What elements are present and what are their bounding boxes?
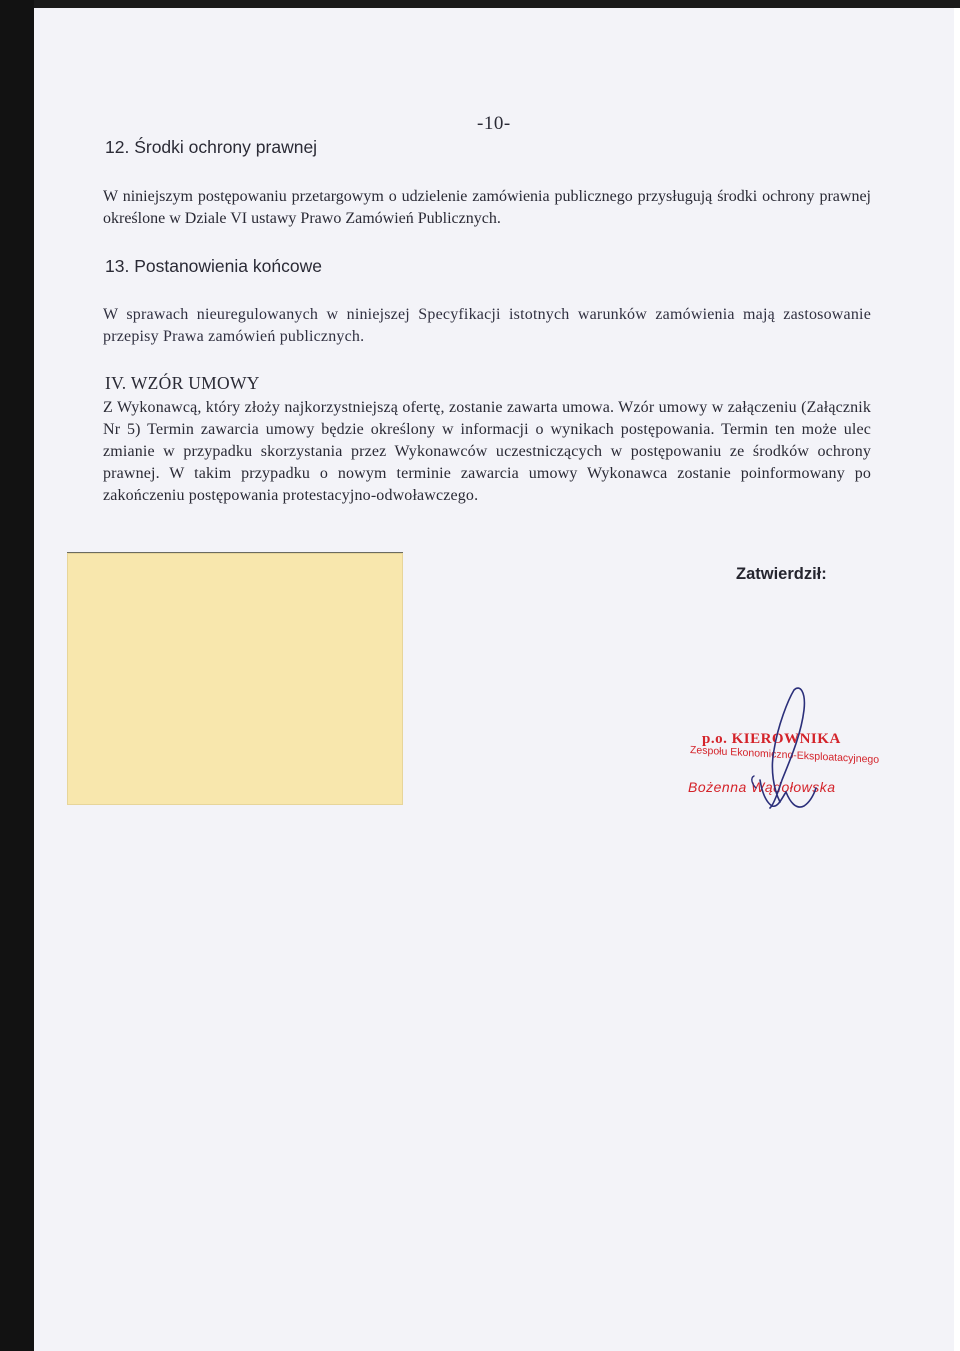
section-13-heading: 13. Postanowienia końcowe xyxy=(105,256,322,276)
scan-border-top xyxy=(0,0,960,8)
approved-by-label: Zatwierdził: xyxy=(736,565,827,583)
sticky-note xyxy=(67,552,403,805)
section-iv-paragraph: Z Wykonawcą, który złoży najkorzystniejszą ofertę, zostanie zawarta umowa. Wzór umowy w załączeniu (Załącznik Nr 5) Termin zawarcia umowy będzie określony w informacji o wynikach postępowania. Termin ten może ulec zmianie w przypadku skorzystania przez Wykonawców uczestniczących w postępowaniu ze środków ochrony prawnej. W takim przypadku o nowym terminie zawarcia umowy Wykonawca zostanie poinformowany po zakończeniu postępowania protestacyjno-odwoławczego. xyxy=(103,399,871,504)
scan-border-left xyxy=(0,0,34,1351)
stamp-name: Bożenna Wądołowska xyxy=(688,779,836,795)
page-number: -10- xyxy=(477,113,511,134)
section-13-paragraph: W sprawach nieuregulowanych w niniejszej Specyfikacji istotnych warunków zamówienia mają zastosowanie przepisy Prawa zamówień publicznych. xyxy=(103,306,871,345)
section-iv-heading: IV. WZÓR UMOWY xyxy=(105,373,260,393)
section-12-heading: 12. Środki ochrony prawnej xyxy=(105,137,318,157)
stamp-title: p.o. KIEROWNIKA xyxy=(702,731,841,747)
section-12-paragraph: W niniejszym postępowaniu przetargowym o udzielenie zamówienia publicznego przysługują środki ochrony prawnej określone w Dziale VI ustawy Prawo Zamówień Publicznych. xyxy=(103,188,871,227)
stamp-unit: Zespołu Ekonomiczno-Eksploatacyjnego xyxy=(690,744,880,766)
official-stamp xyxy=(682,680,882,820)
